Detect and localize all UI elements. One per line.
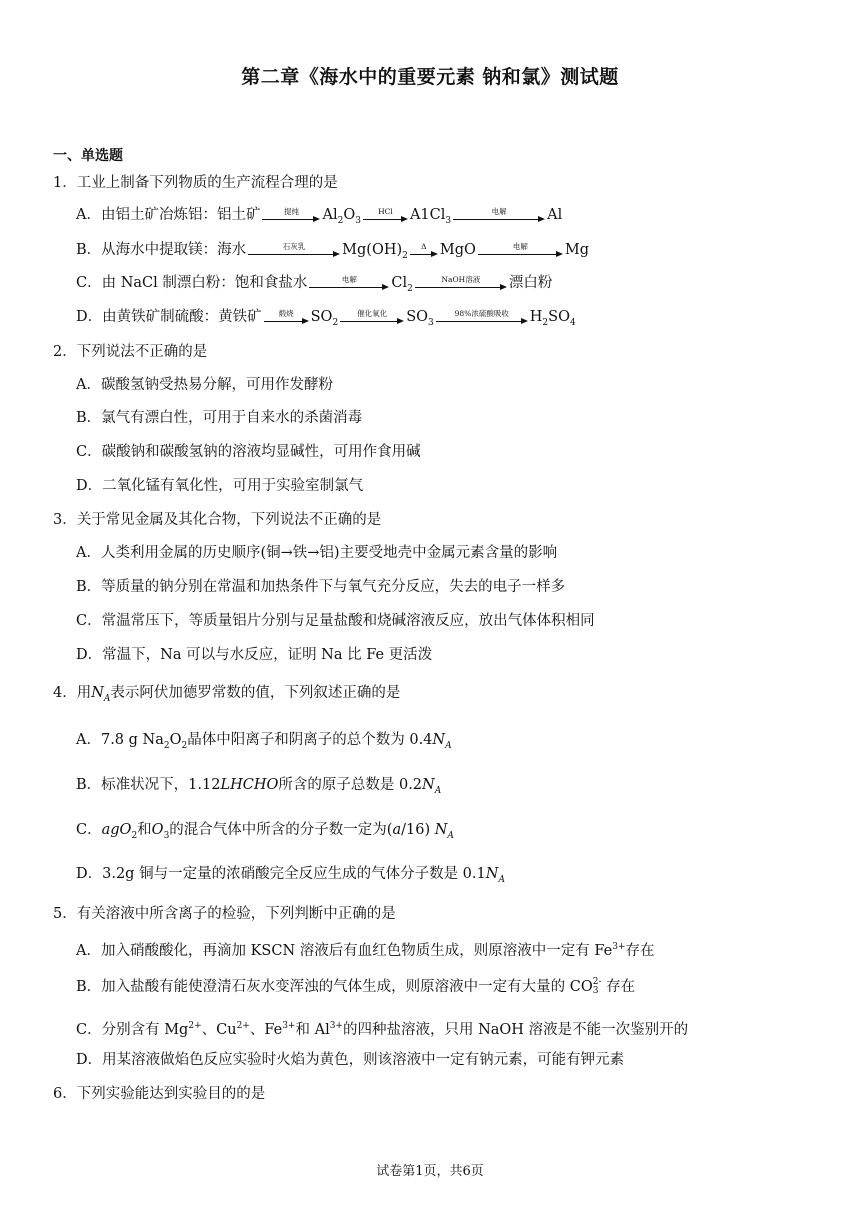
question-2-option-d: D．二氧化锰有氧化性，可用于实验室制氯气 [76,478,364,494]
question-5-option-b: B．加入盐酸有能使澄清石灰水变浑浊的气体生成，则原溶液中一定有大量的 CO 2- 3 存在 [76,977,636,996]
question-3-option-b: B．等质量的钠分别在常温和加热条件下与氧气充分反应，失去的电子一样多 [76,579,566,595]
reaction-arrow: 石灰乳 [248,242,340,259]
question-1-option-d: D．由黄铁矿制硫酸：黄铁矿 煅烧 $SO_2$ 催化氧化 $SO_3$ 98%浓硫酸吸收 $H_2SO_4$ [76,308,576,328]
question-5-option-c: C．分别含有 $Mg^{2+}$、$Cu^{2+}$、$Fe^{3+}$和 $Al^{3+}$的四种盐溶液，只用 NaOH 溶液是不能一次鉴别开的 [76,1021,689,1038]
question-3-option-c: C．常温常压下，等质量铝片分别与足量盐酸和烧碱溶液反应，放出气体体积相同 [76,613,595,629]
question-1-option-c: C．由 NaCl 制漂白粉：饱和食盐水 电解 $Cl_2$ NaOH溶液 漂白粉 [76,274,553,294]
question-6-stem: 6．下列实验能达到实验目的的是 [53,1086,266,1102]
reaction-arrow: Δ [410,242,438,259]
section-heading: 一、单选题 [53,148,123,164]
reaction-arrow: HCl [363,207,408,224]
question-2-option-b: B．氯气有漂白性，可用于自来水的杀菌消毒 [76,410,363,426]
question-4-option-a: A．7.8 g $Na_2O_2$晶体中阳离子和阴离子的总个数为 $0.4N_A$ [76,732,452,751]
question-2-option-c: C．碳酸钠和碳酸氢钠的溶液均显碱性，可用作食用碱 [76,444,421,460]
reaction-arrow: 电解 [453,207,545,224]
reaction-arrow: 电解 [478,242,563,259]
reaction-arrow: 煅烧 [264,309,309,326]
question-3-option-a: A．人类利用金属的历史顺序(铜→铁→铝)主要受地壳中金属元素含量的影响 [76,545,558,561]
reaction-arrow: 提纯 [262,207,320,224]
question-1-option-a: A．由铝土矿冶炼铝：铝土矿 提纯 $Al_2O_3$ HCl $A1Cl_3$ 电解 Al [76,206,563,226]
reaction-arrow: 催化氧化 [340,309,404,326]
question-4-option-c: C．agO$_2$和$O_3$的混合气体中所含的分子数一定为(a/16) $N_A$ [76,822,454,841]
question-5-option-d: D．用某溶液做焰色反应实验时火焰为黄色，则该溶液中一定有钠元素，可能有钾元素 [76,1052,625,1068]
question-1-option-b: B．从海水中提取镁：海水 石灰乳 $Mg(OH)_2$ Δ MgO 电解 Mg [76,241,590,261]
reaction-arrow: NaOH溶液 [415,275,507,292]
question-4-option-d: D．3.2g 铜与一定量的浓硝酸完全反应生成的气体分子数是 $0.1N_A$ [76,866,505,885]
question-3-option-d: D．常温下，Na 可以与水反应，证明 Na 比 Fe 更活泼 [76,647,433,663]
question-4-stem: 4．用$N_A$表示阿伏加德罗常数的值，下列叙述正确的是 [53,685,401,704]
question-5-stem: 5．有关溶液中所含离子的检验，下列判断中正确的是 [53,906,396,922]
question-2-option-a: A．碳酸氢钠受热易分解，可用作发酵粉 [76,377,333,393]
page-title: 第二章《海水中的重要元素 钠和氯》测试题 [241,66,619,88]
question-4-option-b: B．标准状况下，1.12LHCHO所含的原子总数是 $0.2N_A$ [76,777,442,796]
reaction-arrow: 98%浓硫酸吸收 [436,309,528,326]
question-5-option-a: A．加入硝酸酸化，再滴加 KSCN 溶液后有血红色物质生成，则原溶液中一定有 $Fe^{3+}$存在 [76,942,655,959]
reaction-arrow: 电解 [309,275,389,292]
question-2-stem: 2．下列说法不正确的是 [53,344,208,360]
page-footer: 试卷第1页，共6页 [376,1164,484,1179]
question-1-stem: 1．工业上制备下列物质的生产流程合理的是 [53,175,338,191]
question-3-stem: 3．关于常见金属及其化合物，下列说法不正确的是 [53,512,382,528]
